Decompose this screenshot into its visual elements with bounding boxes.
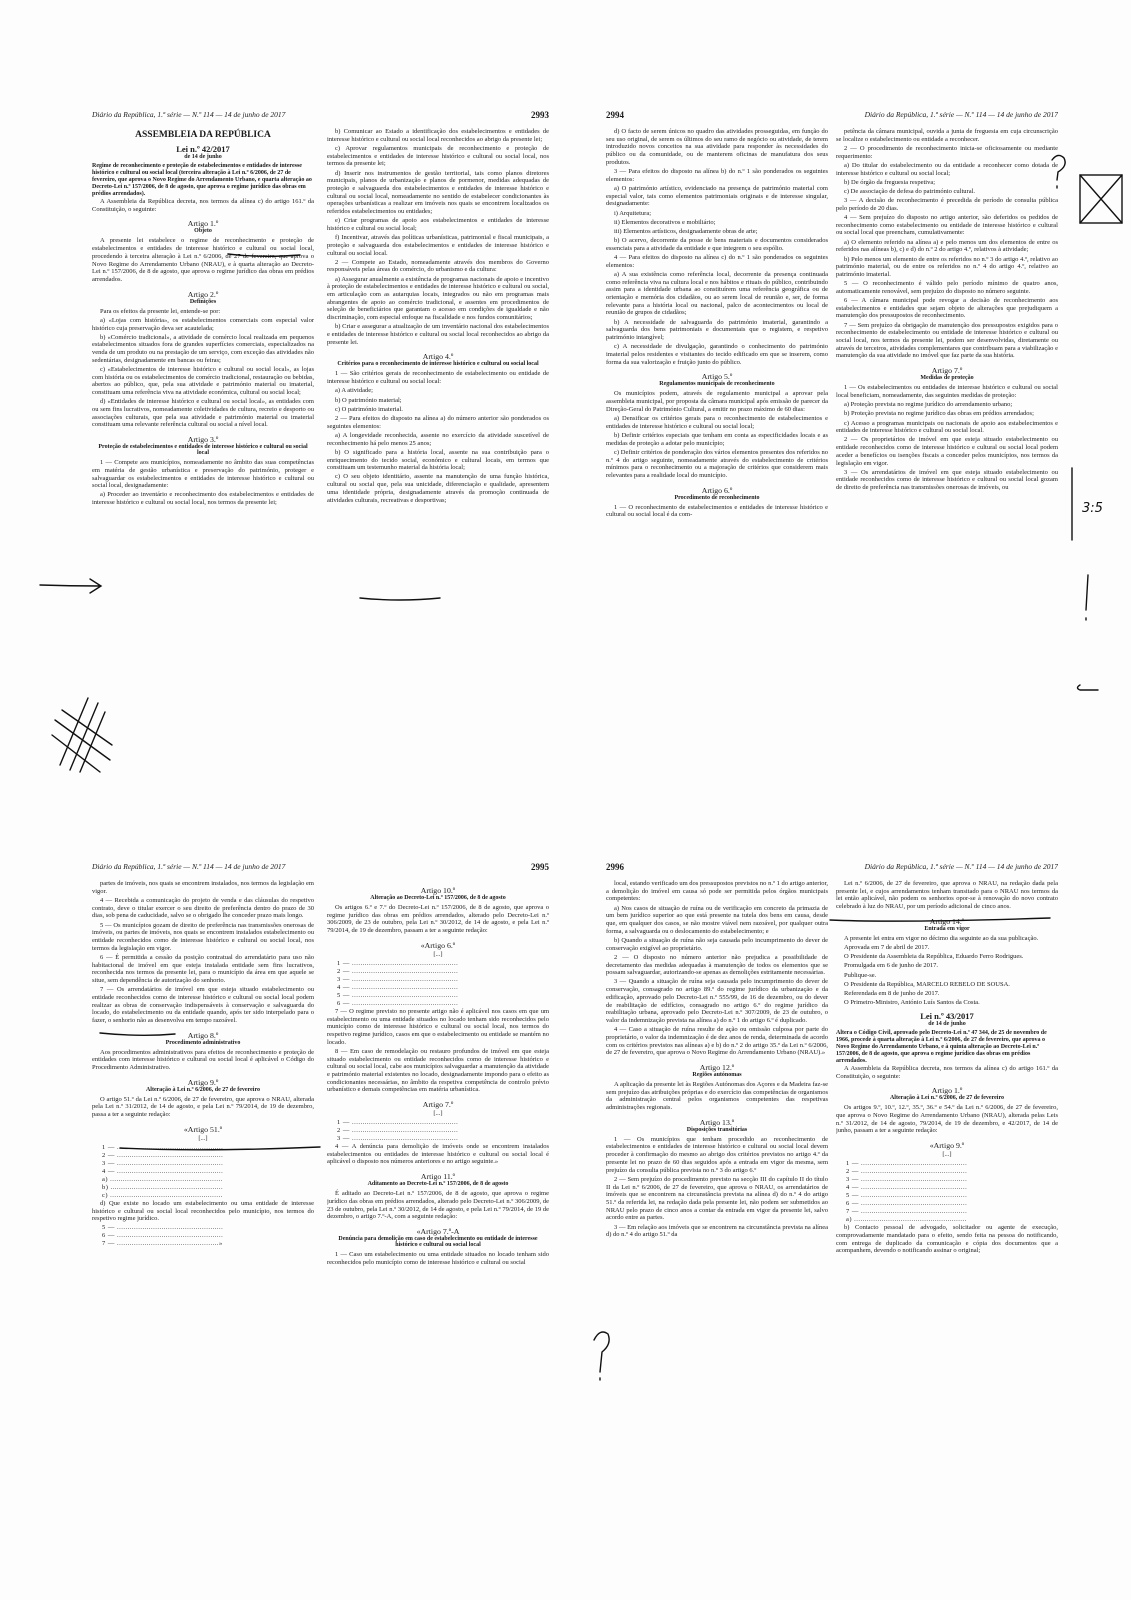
page-number: 2995: [531, 862, 549, 872]
elided-marker: [...]: [433, 1110, 443, 1118]
elided-line: 3 — ..................................................: [337, 975, 459, 983]
article-title: Artigo 8.º: [187, 1030, 219, 1040]
paragraph: c) O seu objeto identitário, assente na manutenção de uma função histórica, cultural ou social que, pela sua unicidade, diferenciação e qualidade, apresentem uma identidade própria, designadamente através da promoção continuada de atividades culturais, recreativas e desportivas;: [327, 473, 549, 504]
paragraph: A presente lei entra em vigor no décimo dia seguinte ao da sua publicação.: [844, 934, 1039, 942]
elided-marker: [...]: [433, 950, 443, 958]
paragraph: Aprovada em 7 de abril de 2017.: [844, 944, 930, 952]
elided-line: 5 — ..................................................: [337, 991, 459, 999]
paragraph: a) Assegurar anualmente a existência de programas nacionais de apoio e incentivo à proteção de estabelecimentos e entidades de interesse histórico e cultural ou social, em articulação com as autarquias locais, integrados ou não em programas mais abrangentes de apoio ao comércio tradicional, e assentes em procedimentos de seleção de beneficiários que garantam o acesso em condições de igualdade e não discriminação, com especial enfoque na fiscalidade e nos fundos comunitários;: [327, 275, 549, 322]
paragraph: A Assembleia da República decreta, nos termos da alínea c) do artigo 161.º da Constituição, o seguinte:: [836, 1064, 1058, 1080]
paragraph: a) Densificar os critérios gerais para o reconhecimento de estabelecimentos e entidades de interesse histórico e cultural ou social local;: [606, 415, 828, 430]
elided-line: 2 — ..................................................: [846, 1168, 968, 1176]
elided-line: c) .....................................................: [102, 1191, 223, 1199]
article-title: Artigo 4.º: [422, 352, 454, 362]
paragraph: 3 — Para efeitos do disposto na alínea b) do n.º 1 são ponderados os seguintes elementos:: [606, 168, 828, 183]
paragraph: petência da câmara municipal, ouvida a junta de freguesia em cuja circunscrição se localize o estabelecimento ou entidade a reconhecer.: [836, 128, 1058, 143]
paragraph: 1 — Os estabelecimentos ou entidades de interesse histórico e cultural ou social local beneficiam, nomeadamente, das seguintes medidas de proteção:: [836, 384, 1058, 399]
paragraph: d) O facto de serem únicos no quadro das atividades prosseguidas, em função do seu uso original, de serem os últimos do seu ramo de negócio ou atividade, de terem introduzido novos conceitos na sua atividade para responder às necessidades do público ou da comunidade, ou de manterem oficinas de manufatura dos seus produtos.: [606, 128, 828, 166]
paragraph: b) Contacto pessoal de advogado, solicitador ou agente de execução, comprovadamente mandatado para o efeito, sendo feita na pessoa do notificando, com entrega de duplicado da comunicação e cópia dos documentos que a acompanhem, devendo o notificando assinar o original;: [836, 1224, 1058, 1255]
paragraph: Os artigos 9.º, 10.º, 12.º, 35.º, 36.º e 54.º da Lei n.º 6/2006, de 27 de fevereiro, que aprova o Novo Regime do Arrendamento Urbano (NRAU), alterada pelas Leis n.º 31/2012, de 14 de agosto, 79/2014, de 19 de dezembro, e 42/2017, de 14 de junho, passam a ter a seguinte redação:: [836, 1104, 1058, 1135]
paragraph: b) De órgão da freguesia respetiva;: [844, 178, 936, 186]
section-heading: ASSEMBLEIA DA REPÚBLICA: [135, 130, 271, 140]
paragraph: 3 — Quando a situação de ruína seja causada pelo incumprimento do dever de conservação, consagrado no artigo 89.º do regime jurídico da urbanização e da edificação, aprovado pelo Decreto-Lei n.º 555/99, de 16 de dezembro, ou do dever de reabilitação de edifícios, consagrado no artigo 6.º do regime jurídico da reabilitação urbana, aprovado pelo Decreto-Lei n.º 307/2009, de 23 de outubro, o valor da indemnização prevista na alínea a) do n.º 1 do artigo 6.º é duplicado.: [606, 978, 828, 1024]
page-2994: [606, 110, 1058, 760]
article-title: Artigo 9.º: [187, 1077, 219, 1087]
elided-line: 2 — ..................................................: [337, 1127, 459, 1135]
elided-line: 3 — ..................................................: [337, 1135, 459, 1143]
paragraph: 5 — Os municípios gozam de direito de preferência nas transmissões onerosas de imóveis, ou partes de imóveis, nos quais se encontrem instalados estabelecimento ou entidade reconhecidos como de interesse histórico e cultural ou social local, nos termos da legislação em vigor.: [92, 921, 314, 952]
paragraph: b) Proteção prevista no regime jurídico das obras em prédios arrendados;: [844, 410, 1034, 418]
elided-line: 7 — ................................................»: [102, 1240, 223, 1248]
elided-line: b) .....................................................: [102, 1183, 224, 1191]
paragraph: b) Comunicar ao Estado a identificação dos estabelecimentos e entidades de interesse histórico e cultural ou social local reconhecidos ao abrigo da presente lei;: [327, 128, 549, 143]
paragraph: b) «Comércio tradicional», a atividade de comércio local realizada em pequenos estabelecimentos situados fora de grandes superfícies comerciais, especializados na venda de um produto ou na prestação de um serviço, com exceção das atividades não sedentárias, designadamente em bancas ou feiras;: [92, 333, 314, 364]
margin-arrow-left-icon: [1078, 685, 1099, 690]
paragraph: b) O significado para a história local, assente na sua contribuição para o enriquecimento do tecido social, económico e cultural locais, em termos que constituam um testemunho material da história local;: [327, 448, 549, 472]
elided-line: 2 — ..................................................: [337, 967, 459, 975]
law-summary: Regime de reconhecimento e proteção de estabelecimentos e entidades de interesse histórico e cultural ou social local (terceira alteração à Lei n.º 6/2006, de 27 de fevereiro, que aprova o Novo Regime do Arrendamento Urbano, e quarta alteração ao Decreto-Lei n.º 157/2006, de 8 de agosto, que aprova o regime jurídico das obras em prédios arrendados).: [92, 163, 312, 197]
article-subtitle: Definições: [189, 298, 217, 305]
column-left: [92, 880, 314, 1512]
paragraph: c) A necessidade de divulgação, garantindo o conhecimento do património imaterial pelos residentes e visitantes do tecido edificado em que se inserem, como forma da sua valorização e fruição junto do público.: [606, 343, 828, 366]
column-left: [606, 880, 828, 1512]
article-title: Artigo 5.º: [701, 372, 733, 382]
elided-line: 1 — ..................................................: [846, 1160, 968, 1168]
journal-title: Diário da República, 1.ª série — N.º 114 — 14 de junho de 2017: [864, 110, 1058, 119]
paragraph: Os municípios podem, através de regulamento municipal a aprovar pela assembleia municipal, por proposta da câmara municipal após emissão de parecer da Direção-Geral do Património Cultural, a emitir no prazo máximo de 60 dias:: [606, 390, 828, 413]
article-title: Artigo 11.º: [420, 1172, 456, 1182]
article-title: «Artigo 9.º: [929, 1141, 965, 1151]
article-title: Artigo 13.º: [699, 1117, 735, 1127]
article-subtitle: Procedimento administrativo: [165, 1039, 241, 1046]
paragraph: a) Proceder ao inventário e reconhecimento dos estabelecimentos e entidades de interesse histórico e cultural ou social local, nos termos da presente lei;: [92, 491, 314, 507]
page-header: [92, 862, 549, 876]
paragraph: a) O património artístico, evidenciado na presença de património material com especial valor, tais como elementos patrimoniais originais e de interesse singular, designadamente:: [606, 184, 828, 208]
article-title: Artigo 7.º: [422, 1100, 454, 1110]
elided-line: 6 — ..................................................: [846, 1200, 968, 1208]
paragraph: a) A atividade;: [335, 387, 373, 395]
article-subtitle: Proteção de estabelecimentos e entidades de interesse histórico e cultural ou social local: [98, 444, 308, 457]
paragraph: c) Definir critérios de ponderação dos vários elementos presentes dos referidos no n.º 4 do artigo seguinte, nomeadamente através do estabelecimento de critérios mínimos para o reconhecimento ou a majoração de critérios que considerem mais relevantes para a realidade local do município.: [606, 448, 828, 479]
article-subtitle: Entrada em vigor: [924, 925, 970, 932]
article-subtitle: de 14 de junho: [928, 1020, 966, 1027]
paragraph: 7 — O regime previsto no presente artigo não é aplicável nos casos em que um estabelecimento ou uma entidade situados no locado tenham sido reconhecidos pelo município como de interesse histórico e cultural ou social local, nos termos do respetivo regime jurídico, casos em que o estabelecimento ou entidade se mantém no locado.: [327, 1007, 549, 1046]
paragraph: 6 — É permitida a cessão da posição contratual do arrendatário para uso não habitacional de imóvel em que esteja instalada entidade sem fins lucrativos, reconhecida nos termos da presente lei, para o município da área em que aquele se situe, sem dependência de autorização do senhorio.: [92, 953, 314, 984]
paragraph: A presente lei estabelece o regime de reconhecimento e proteção de estabelecimentos e entidades de interesse histórico e cultural ou social local, procedendo à terceira alteração à Lei n.º 6/2006, de 27 de fevereiro, que aprova o Novo Regime do Arrendamento Urbano (NRAU), e à quarta alteração ao Decreto-Lei n.º 157/2006, de 8 de agosto, que aprova o regime jurídico das obras em prédios arrendados.: [92, 237, 314, 283]
paragraph: 7 — Os arrendatários de imóvel em que esteja situado estabelecimento ou entidade reconhecidos como de interesse histórico e cultural ou social local podem realizar as obras de conservação indispensáveis à conservação e salvaguarda do locado, do estabelecimento ou da entidade quando, após ter sido interpelado para o fazer, o senhorio não as desenvolva em tempo razoável.: [92, 986, 314, 1024]
elided-line: a) .....................................................: [846, 1216, 967, 1224]
paragraph: a) O elemento referido na alínea a) e pelo menos um dos elementos de entre os referidos nas alíneas b), c) e d) do n.º 2 do artigo 4.º, relativos à atividade;: [836, 238, 1058, 254]
article-subtitle: Regiões autónomas: [692, 1071, 742, 1078]
paragraph: 1 — O reconhecimento de estabelecimentos e entidades de interesse histórico e cultural ou social local é da com-: [606, 503, 828, 519]
paragraph: a) «Lojas com história», os estabelecimentos comerciais com especial valor histórico cuja preservação deva ser acautelada;: [92, 316, 314, 332]
law-number: Lei n.º 43/2017: [920, 1010, 974, 1021]
article-subtitle: Medidas de proteção: [920, 375, 974, 382]
paragraph: 1 — Os municípios que tenham procedido ao reconhecimento de estabelecimentos e entidades de interesse histórico e cultural ou social local devem proceder à confirmação do mesmo ao abrigo dos critérios previstos no artigo 4.º da presente lei no prazo de 60 dias seguidos após a entrada em vigor da mesma, sem prejuízo da consulta pública prevista no n.º 3 do artigo 6.º: [606, 1135, 828, 1174]
paragraph: a) Proteção prevista no regime jurídico do arrendamento urbano;: [844, 401, 1013, 409]
paragraph: Para os efeitos da presente lei, entende-se por:: [100, 307, 221, 315]
paragraph: iii) Elementos artísticos, designadamente obras de arte;: [614, 227, 758, 235]
column-left: [606, 128, 828, 760]
column-left: [92, 128, 314, 760]
paragraph: local, estando verificado um dos pressupostos previstos no n.º 1 do artigo anterior, a demolição do imóvel em causa só pode ser permitida pelos órgãos municipais competentes:: [606, 880, 828, 903]
paragraph: 2 — Os proprietários de imóvel em que esteja situado estabelecimento ou entidade reconhecidos como de interesse histórico e cultural ou social local podem aceder a benefícios ou isenções fiscais a conceder pelos municípios, nos termos da legislação em vigor.: [836, 436, 1058, 467]
elided-line: 1 — ..................................................: [337, 959, 459, 967]
article-title: Artigo 12.º: [699, 1062, 735, 1072]
article-title: Artigo 6.º: [701, 485, 733, 495]
page-number: 2993: [531, 110, 549, 120]
paragraph: Aos procedimentos administrativos para efeitos de reconhecimento e proteção de entidades com interesse histórico e cultural ou social local é aplicável o Código do Procedimento Administrativo.: [92, 1048, 314, 1072]
page-header: [92, 110, 549, 124]
paragraph: d) «Entidades de interesse histórico e cultural ou social local», as entidades com ou sem fins lucrativos, nomeadamente coletividades de cultura, recreio e desporto ou associações culturais, que pela sua atividade e património material ou imaterial constituam uma relevante referência cultural ou social a nível local.: [92, 398, 314, 429]
article-title: «Artigo 7.º-A: [416, 1226, 460, 1236]
article-subtitle: Disposições transitórias: [686, 1126, 748, 1133]
paragraph: 2 — O disposto no número anterior não prejudica a possibilidade de decretamento das medidas adequadas à manutenção de todos os elementos que se possam salvaguardar, autorizando-se apenas as demolições estritamente necessárias.: [606, 953, 828, 977]
paragraph: partes de imóveis, nos quais se encontrem instalados, nos termos da legislação em vigor.: [92, 880, 314, 895]
paragraph: b) O património material;: [335, 396, 402, 404]
paragraph: b) A necessidade de salvaguarda do património imaterial, garantindo a salvaguarda dos bens patrimoniais e documentais que o registem, e respetivo património intangível;: [606, 318, 828, 342]
paragraph: Os artigos 6.º e 7.º do Decreto-Lei n.º 157/2006, de 8 de agosto, que aprova o regime jurídico das obras em prédios arrendados, alterado pelo Decreto-Lei n.º 306/2009, de 23 de outubro, pela Lei n.º 30/2012, de 14 de agosto, e pela Lei n.º 79/2014, de 19 de dezembro, passam a ter a seguinte redação:: [327, 904, 549, 935]
journal-title: Diário da República, 1.ª série — N.º 114 — 14 de junho de 2017: [864, 862, 1058, 871]
paragraph: 8 — Em caso de remodelação ou restauro profundos de imóvel em que esteja situado estabelecimento ou entidade reconhecidos como de interesse histórico e cultural ou social local, cabe aos municípios salvaguardar a manutenção da atividade e património material existentes no locado, designadamente impondo para o efeito as condicionantes necessárias, no âmbito da respetiva competência de controlo prévio urbanístico e demais competências em matéria urbanística.: [327, 1047, 549, 1094]
article-subtitle: Objeto: [194, 228, 212, 235]
elided-line: 4 — ..................................................: [337, 983, 459, 991]
page-2995: [92, 862, 549, 1512]
paragraph: c) Aprovar regulamentos municipais de reconhecimento e proteção de estabelecimentos e entidades de interesse histórico e cultural ou social local, nos termos da presente lei;: [327, 144, 549, 168]
article-subtitle: Alteração ao Decreto-Lei n.º 157/2006, de 8 de agosto: [370, 895, 506, 901]
elided-line: 4 — ..................................................: [102, 1167, 224, 1175]
article-title: Artigo 1.º: [187, 219, 219, 229]
elided-line: 5 — ..................................................: [846, 1192, 968, 1200]
paragraph: Lei n.º 6/2006, de 27 de fevereiro, que aprova o NRAU, na redação dada pela presente lei, e cujos arrendamentos tenham transitado para o NRAU nos termos da lei então aplicável, não podem os senhorios opor-se à renovação do novo contrato celebrado à luz do NRAU, por um período adicional de cinco anos.: [836, 880, 1058, 911]
paragraph: O Presidente da República, MARCELO REBELO DE SOUSA.: [844, 980, 1010, 988]
article-title: «Artigo 51.º: [183, 1124, 223, 1134]
exclamation-mark-icon: [1086, 575, 1088, 620]
paragraph: c) De associação de defesa do património cultural.: [844, 187, 976, 195]
elided-line: 1 — ..................................................: [337, 1119, 459, 1127]
paragraph: d) Que existe no locado um estabelecimento ou uma entidade de interesse histórico e cultural ou social local reconhecidos pelo município, nos termos do respetivo regime jurídico.: [92, 1199, 314, 1223]
paragraph: Promulgada em 6 de junho de 2017.: [844, 962, 939, 970]
article-subtitle: Denúncia para demolição em caso de estabelecimento ou entidade de interesse histórico e cultural ou social local: [338, 1235, 538, 1248]
law-number: Lei n.º 42/2017: [176, 144, 230, 154]
law-summary: Altera o Código Civil, aprovado pelo Decreto-Lei n.º 47 344, de 25 de novembro de 1966, procede à quarta alteração à Lei n.º 6/2006, de 27 de fevereiro, que aprova o Novo Regime do Arrendamento Urbano, e à quinta alteração ao Decreto-Lei n.º 157/2006, de 8 de agosto, que aprova o regime jurídico das obras em prédios arrendados.: [836, 1029, 1047, 1064]
article-title: «Artigo 6.º: [420, 940, 456, 950]
article-subtitle: Procedimento de reconhecimento: [674, 494, 760, 501]
elided-line: 4 — ..................................................: [846, 1184, 968, 1192]
article-title: Artigo 7.º: [931, 366, 963, 376]
paragraph: 5 — O reconhecimento é válido pelo período mínimo de quatro anos, automaticamente renovável, sem prejuízo do disposto no número seguinte.: [836, 280, 1058, 295]
paragraph: 3 — Os arrendatários de imóvel em que esteja situado estabelecimento ou entidade reconhecidos como de interesse histórico e cultural ou social local gozam de direito de preferência nas transmissões onerosas de imóveis, ou: [836, 468, 1058, 492]
article-title: Artigo 10.º: [420, 886, 456, 895]
column-right: [836, 128, 1058, 760]
elided-line: 2 — ..................................................: [102, 1151, 224, 1159]
column-right: [327, 880, 549, 1512]
paragraph: 2 — Para efeitos do disposto na alínea a) do número anterior são ponderados os seguintes elementos:: [327, 415, 549, 430]
paragraph: a) A sua existência como referência local, decorrente da presença continuada como referência viva na cultura local e nos hábitos e rituais do público, contribuindo assim para a identidade urbana ao constituírem uma referência geográfica ou de orientação e memória dos cidadãos, ou ao serem local de reunião e, ser, de forma relevante para a história local ou nacional, palco de acontecimentos ou local de reunião de grupos de cidadãos;: [606, 270, 828, 317]
paragraph: c) O património imaterial.: [335, 405, 403, 413]
page-header: [606, 110, 1058, 124]
paragraph: d) Inserir nos instrumentos de gestão territorial, tais como planos diretores municipais, planos de urbanização e planos de pormenor, medidas adequadas de proteção e salvaguarda dos estabelecimentos e entidades de interesse histórico e cultural ou social local, nomeadamente no sentido de estabelecer condicionantes às operações urbanísticas a realizar em imóveis nos quais se encontrem localizados os referidos estabelecimentos ou entidades;: [327, 169, 549, 216]
journal-title: Diário da República, 1.ª série — N.º 114 — 14 de junho de 2017: [92, 862, 286, 871]
paragraph: 4 — Recebida a comunicação do projeto de venda e das cláusulas do respetivo contrato, deve o titular exercer o seu direito de preferência dentro do prazo de 30 dias, sob pena de caducidade, salvo se o obrigado lhe conceder prazo mais longo.: [92, 896, 314, 920]
page-header: [606, 862, 1058, 876]
paragraph: 1 — São critérios gerais de reconhecimento de estabelecimento ou entidade de interesse histórico e cultural ou social local:: [327, 370, 549, 386]
page-number: 2994: [606, 110, 624, 120]
article-title: Artigo 14.º: [929, 916, 965, 926]
paragraph: c) «Estabelecimentos de interesse histórico e cultural ou social local», as lojas com história ou os estabelecimentos de comércio tradicional, restauração ou bebidas, abertos ao público, que, pela sua atividade e património material ou imaterial, constituam uma referência viva na atividade económica, cultural ou social local;: [92, 366, 314, 397]
paragraph: O Presidente da Assembleia da República, Eduardo Ferro Rodrigues.: [844, 953, 1024, 961]
article-subtitle: de 14 de junho: [184, 154, 222, 160]
paragraph: O Primeiro-Ministro, António Luís Santos da Costa.: [844, 999, 980, 1007]
elided-line: 1 — ..................................................: [102, 1143, 224, 1151]
paragraph: O artigo 51.º da Lei n.º 6/2006, de 27 de fevereiro, que aprova o NRAU, alterada pela Lei n.º 31/2012, de 14 de agosto, e pela Lei n.º 79/2014, de 19 de dezembro, passa a ter a seguinte redação:: [92, 1095, 314, 1119]
paragraph: b) Criar e assegurar a atualização de um inventário nacional dos estabelecimentos e entidades de interesse histórico e cultural ou social local reconhecidos ao abrigo da presente lei.: [327, 323, 549, 346]
paragraph: i) Arquitetura;: [614, 209, 652, 217]
elided-line: a) .....................................................: [102, 1175, 223, 1183]
paragraph: 4 — Para efeitos do disposto na alínea c) do n.º 1 são ponderados os seguintes elementos:: [606, 254, 828, 269]
paragraph: 4 — Sem prejuízo do disposto no artigo anterior, são deferidos os pedidos de reconhecimento como estabelecimento ou entidade de interesse histórico e cultural ou social local que preencham, cumulativamente:: [836, 214, 1058, 237]
paragraph: Publique-se.: [844, 971, 877, 979]
margin-note-3-5: 3:5: [1082, 501, 1103, 516]
paragraph: 1 — Compete aos municípios, nomeadamente no âmbito das suas competências em matéria de gestão urbanística e preservação do património, proteger e salvaguardar os estabelecimentos e entidades de interesse histórico e cultural ou social local, designadamente:: [92, 459, 314, 490]
paragraph: 2 — O procedimento de reconhecimento inicia-se oficiosamente ou mediante requerimento:: [836, 144, 1058, 160]
paragraph: 6 — A câmara municipal pode revogar a decisão de reconhecimento aos estabelecimentos e entidades que sejam objeto de alterações que prejudiquem a manutenção dos pressupostos de reconhecimento.: [836, 297, 1058, 320]
elided-line: 6 — ..................................................: [337, 999, 459, 1007]
paragraph: É aditado ao Decreto-Lei n.º 157/2006, de 8 de agosto, que aprova o regime jurídico das obras em prédios arrendados, alterado pelo Decreto-Lei n.º 306/2009, de 23 de outubro, pela Lei n.º 30/2012, de 14 de agosto, e pela Lei n.º 79/2014, de 19 de dezembro, o artigo 7.º-A, com a seguinte redação:: [327, 1190, 549, 1221]
article-subtitle: Regulamentos municipais de reconhecimento: [659, 381, 775, 388]
article-title: Artigo 3.º: [187, 435, 219, 445]
paragraph: 7 — Sem prejuízo da obrigação de manutenção dos pressupostos exigidos para o reconhecimento de estabelecimento ou entidade de interesse histórico e cultural ou social local, nos termos da presente lei, podem ser desenvolvidas, diretamente ou através de terceiros, atividades complementares que contribuam para a viabilização e manutenção da sua atividade no imóvel que faz parte da sua história.: [836, 321, 1058, 360]
elided-line: 3 — ..................................................: [102, 1159, 224, 1167]
paragraph: b) Quando a situação de ruína não seja causada pelo incumprimento do dever de conservação exigível ao proprietário.: [606, 936, 828, 952]
paragraph: e) Criar programas de apoio aos estabelecimentos e entidades de interesse histórico e cultural ou social local;: [327, 217, 549, 232]
paragraph: 2 — Sem prejuízo do procedimento previsto na secção III do capítulo II do título II da Lei n.º 6/2006, de 27 de fevereiro, que aprova o NRAU, os arrendatários de imóveis que se encontrem na circunstância prevista na alínea d) do n.º 4 do artigo 51.º da referida lei, na redação dada pela presente lei, não podem ser submetidos ao NRAU pelo prazo de cinco anos a contar da entrada em vigor da presente lei, salvo acordo entre as partes.: [606, 1175, 828, 1222]
crossed-box-mark: [1080, 175, 1122, 223]
page-2996: [606, 862, 1058, 1512]
paragraph: b) Pelo menos um elemento de entre os referidos no n.º 3 do artigo 4.º, relativo ao património material, ou de entre os referidos no n.º 4 do artigo 4.º, relativo ao património imaterial.: [836, 255, 1058, 278]
paragraph: a) A longevidade reconhecida, assente no exercício da atividade suscetível de reconhecimento há pelo menos 25 anos;: [327, 431, 549, 447]
journal-title: Diário da República, 1.ª série — N.º 114 — 14 de junho de 2017: [92, 110, 286, 119]
article-subtitle: Alteração à Lei n.º 6/2006, de 27 de fevereiro: [889, 1095, 1005, 1102]
paragraph: ii) Elementos decorativos e mobiliário;: [614, 218, 716, 226]
column-right: [327, 128, 549, 760]
paragraph: c) Acesso a programas municipais ou nacionais de apoio aos estabelecimentos e entidades de interesse histórico e cultural ou social local.: [836, 419, 1058, 435]
elided-line: 5 — ..................................................: [102, 1224, 224, 1232]
paragraph: 3 — Em relação aos imóveis que se encontrem na circunstância prevista na alínea d) do n.º 4 do artigo 51.º da: [606, 1223, 828, 1239]
paragraph: 1 — Caso um estabelecimento ou uma entidade situados no locado tenham sido reconhecidos pelo município como de interesse histórico e cultural ou social: [327, 1250, 549, 1266]
article-subtitle: Critérios para o reconhecimento de interesse histórico e cultural ou social local: [337, 361, 539, 368]
article-title: Artigo 1.º: [931, 1086, 963, 1096]
paragraph: A aplicação da presente lei às Regiões Autónomas dos Açores e da Madeira faz-se sem prejuízo das atribuições próprias e do exercício das competências de organismos da administração central pelos organismos competentes das respetivas administrações regionais.: [606, 1080, 828, 1112]
page-2993: [92, 110, 549, 760]
paragraph: 2 — Compete ao Estado, nomeadamente através dos membros do Governo responsáveis pelas áreas do comércio, do urbanismo e da cultura:: [327, 258, 549, 274]
paragraph: a) Nos casos de situação de ruína ou de verificação em concreto da primazia de um bem jurídico superior ao que está presente na tutela dos bens em causa, desde que, em qualquer dos casos, se não mostre viável nem razoável, por qualquer outra forma, a salvaguarda ou o deslocamento do estabelecimento; e: [606, 904, 828, 935]
paragraph: A Assembleia da República decreta, nos termos da alínea c) do artigo 161.º da Constituição, o seguinte:: [92, 198, 314, 213]
article-subtitle: Alteração à Lei n.º 6/2006, de 27 de fevereiro: [145, 1086, 261, 1093]
elided-line: 3 — ..................................................: [846, 1176, 968, 1184]
elided-line: 6 — ..................................................: [102, 1232, 224, 1240]
paragraph: b) O acervo, decorrente da posse de bens materiais e documentos considerados essenciais para a atividade da entidade e que integrem o seu espólio.: [606, 237, 828, 252]
article-subtitle: Aditamento ao Decreto-Lei n.º 157/2006, de 8 de agosto: [367, 1181, 509, 1188]
paragraph: 3 — A decisão de reconhecimento é precedida de período de consulta pública pelo período de 20 dias.: [836, 197, 1058, 212]
paragraph: b) Definir critérios especiais que tenham em conta as especificidades locais e as medidas de proteção a adotar pelo município;: [606, 431, 828, 447]
column-right: [836, 880, 1058, 1512]
paragraph: 4 — A denúncia para demolição de imóveis onde se encontrem instalados estabelecimentos ou entidades de interesse histórico e cultural ou social local é aplicável o disposto nos números anteriores e no artigo seguinte.»: [327, 1143, 549, 1166]
paragraph: Referendada em 8 de junho de 2017.: [844, 990, 940, 998]
article-title: Artigo 2.º: [187, 289, 219, 299]
page-number: 2996: [606, 862, 624, 872]
paragraph: a) Do titular do estabelecimento ou da entidade a reconhecer como dotada de interesse histórico e cultural ou social local;: [836, 161, 1058, 177]
elided-marker: [...]: [198, 1134, 208, 1142]
elided-marker: [...]: [942, 1151, 952, 1159]
paragraph: f) Incentivar, através das políticas urbanísticas, patrimonial e fiscal municipais, a proteção e salvaguarda dos estabelecimentos e entidades de interesse histórico e cultural ou social local.: [327, 234, 549, 257]
paragraph: 4 — Caso a situação de ruína resulte de ação ou omissão culposa por parte do proprietário, o valor da indemnização é de dez anos de renda, determinada de acordo com os critérios previstos nas alíneas a) e b) do n.º 2 do artigo 35.º da Lei n.º 6/2006, de 27 de fevereiro, que aprova o Novo Regime do Arrendamento Urbano (NRAU).»: [606, 1026, 828, 1057]
elided-line: 7 — ..................................................: [846, 1208, 968, 1216]
